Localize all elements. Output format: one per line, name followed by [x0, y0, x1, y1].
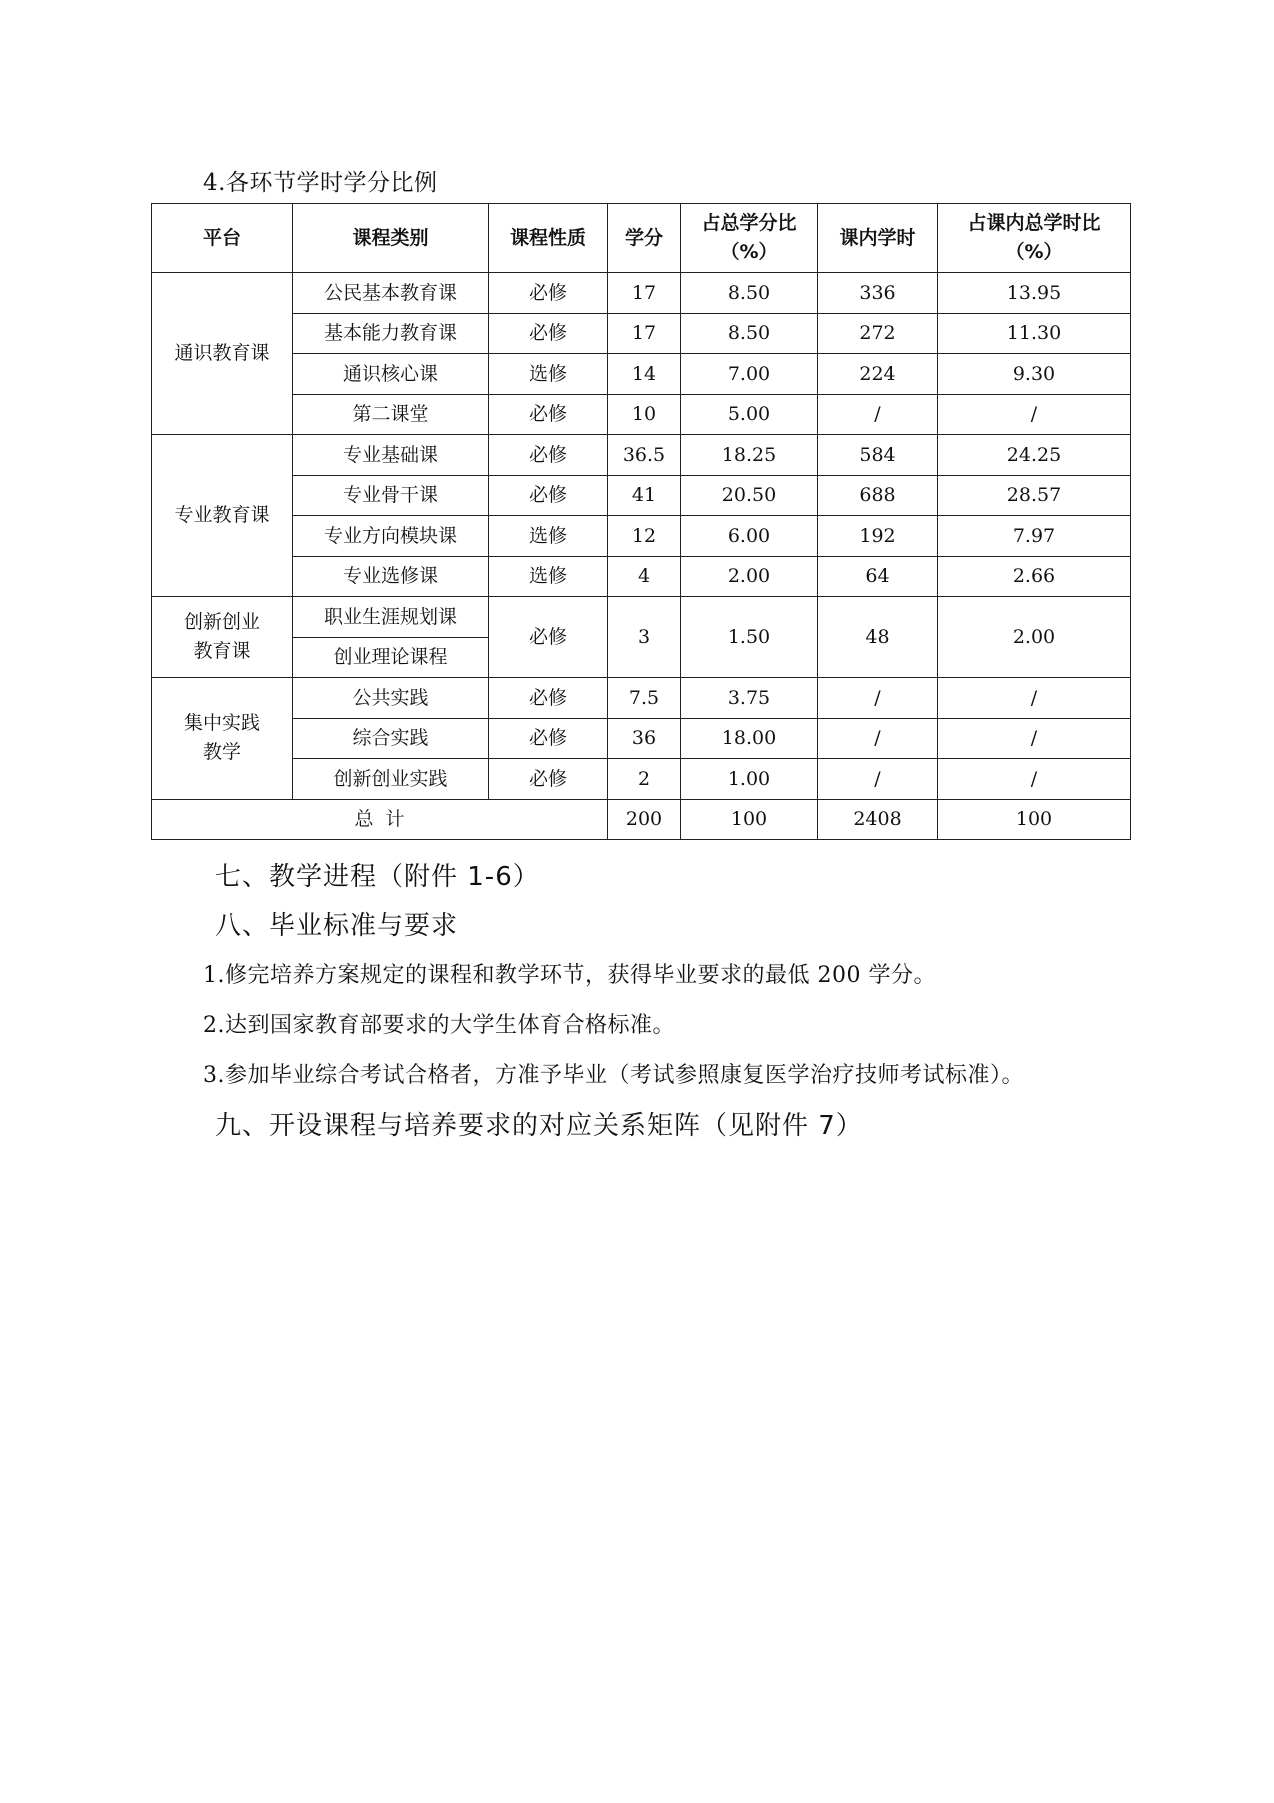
nature-cell: 必修 [489, 475, 608, 516]
nature-cell: 选修 [489, 556, 608, 597]
category-cell: 专业方向模块课 [293, 516, 489, 557]
table-row [152, 313, 1131, 354]
credit-ratio-cell: 18.00 [681, 718, 818, 759]
header-credits: 学分 [608, 204, 681, 273]
nature-cell: 必修 [489, 597, 608, 678]
hour-ratio-cell: 2.66 [938, 556, 1131, 597]
hour-ratio-cell: 7.97 [938, 516, 1131, 557]
hours-cell: 48 [818, 597, 938, 678]
hours-cell: 224 [818, 354, 938, 395]
header-credit-ratio-line2: （%） [720, 241, 778, 263]
table-row [152, 759, 1131, 800]
category-cell: 专业基础课 [293, 435, 489, 476]
credits-cell: 41 [608, 475, 681, 516]
credits-cell: 14 [608, 354, 681, 395]
nature-cell: 选修 [489, 516, 608, 557]
table-row [152, 516, 1131, 557]
category-cell: 创业理论课程 [293, 637, 489, 678]
header-credit-ratio-line1: 占总学分比 [701, 211, 797, 234]
hours-cell: / [818, 394, 938, 435]
credits-cell: 2 [608, 759, 681, 800]
nature-cell: 必修 [489, 759, 608, 800]
table-caption: 4.各环节学时学分比例 [203, 170, 438, 196]
credit-ratio-cell: 8.50 [681, 273, 818, 314]
nature-cell: 必修 [489, 273, 608, 314]
platform-line2: 教育课 [193, 640, 251, 662]
category-cell: 创新创业实践 [293, 759, 489, 800]
hour-ratio-cell: 13.95 [938, 273, 1131, 314]
credits-cell: 10 [608, 394, 681, 435]
platform-line1: 集中实践 [183, 711, 260, 734]
nature-cell: 必修 [489, 313, 608, 354]
credit-ratio-cell: 18.25 [681, 435, 818, 476]
table-row [152, 597, 1131, 638]
credits-cell: 3 [608, 597, 681, 678]
header-platform: 平台 [152, 204, 293, 273]
table-row [152, 678, 1131, 719]
total-label: 总 计 [152, 799, 608, 840]
section-heading-graduation-requirements: 八、毕业标准与要求 [215, 911, 459, 941]
platform-cell [152, 597, 293, 678]
hours-cell: 336 [818, 273, 938, 314]
table-row [152, 475, 1131, 516]
graduation-requirement-item: 1.修完培养方案规定的课程和教学环节，获得毕业要求的最低 200 学分。 [203, 963, 936, 988]
hour-ratio-cell: / [938, 394, 1131, 435]
credit-ratio-cell: 2.00 [681, 556, 818, 597]
platform-cell [152, 678, 293, 800]
hour-ratio-cell: / [938, 718, 1131, 759]
credits-cell: 17 [608, 273, 681, 314]
hours-cell: 584 [818, 435, 938, 476]
category-cell: 第二课堂 [293, 394, 489, 435]
credit-ratio-cell: 5.00 [681, 394, 818, 435]
category-cell: 公共实践 [293, 678, 489, 719]
graduation-requirement-item: 3.参加毕业综合考试合格者，方准予毕业（考试参照康复医学治疗技师考试标准）。 [203, 1063, 1024, 1088]
category-cell: 职业生涯规划课 [293, 597, 489, 638]
total-hour-ratio: 100 [938, 799, 1131, 840]
total-credit-ratio: 100 [681, 799, 818, 840]
credits-cell: 4 [608, 556, 681, 597]
credits-cell: 12 [608, 516, 681, 557]
header-hours: 课内学时 [818, 204, 938, 273]
credit-ratio-cell: 3.75 [681, 678, 818, 719]
table-header-row [152, 204, 1131, 273]
hour-ratio-cell: 9.30 [938, 354, 1131, 395]
credit-ratio-cell: 6.00 [681, 516, 818, 557]
hours-cell: / [818, 718, 938, 759]
table-row [152, 394, 1131, 435]
credits-cell: 36 [608, 718, 681, 759]
header-nature: 课程性质 [489, 204, 608, 273]
category-cell: 公民基本教育课 [293, 273, 489, 314]
header-hour-ratio [938, 204, 1131, 273]
nature-cell: 必修 [489, 718, 608, 759]
table-row [152, 273, 1131, 314]
hour-ratio-cell: / [938, 759, 1131, 800]
category-cell: 专业骨干课 [293, 475, 489, 516]
credit-ratio-cell: 1.00 [681, 759, 818, 800]
category-cell: 专业选修课 [293, 556, 489, 597]
hour-ratio-cell: 2.00 [938, 597, 1131, 678]
header-category: 课程类别 [293, 204, 489, 273]
hour-ratio-cell: 11.30 [938, 313, 1131, 354]
credit-ratio-cell: 7.00 [681, 354, 818, 395]
nature-cell: 必修 [489, 678, 608, 719]
hour-ratio-cell: 24.25 [938, 435, 1131, 476]
nature-cell: 必修 [489, 435, 608, 476]
graduation-requirement-item: 2.达到国家教育部要求的大学生体育合格标准。 [203, 1013, 675, 1038]
credit-ratio-cell: 8.50 [681, 313, 818, 354]
credits-cell: 17 [608, 313, 681, 354]
hours-cell: / [818, 759, 938, 800]
hours-cell: 688 [818, 475, 938, 516]
hours-cell: 272 [818, 313, 938, 354]
platform-line1: 创新创业 [183, 610, 260, 633]
category-cell: 综合实践 [293, 718, 489, 759]
total-row [152, 799, 1131, 840]
platform-cell: 通识教育课 [152, 273, 293, 435]
table-row [152, 556, 1131, 597]
nature-cell: 选修 [489, 354, 608, 395]
credit-ratio-cell: 20.50 [681, 475, 818, 516]
credit-ratio-cell: 1.50 [681, 597, 818, 678]
category-cell: 基本能力教育课 [293, 313, 489, 354]
credit-hour-ratio-table [151, 203, 1131, 840]
total-credits: 200 [608, 799, 681, 840]
table-row [152, 718, 1131, 759]
header-credit-ratio [681, 204, 818, 273]
nature-cell: 必修 [489, 394, 608, 435]
total-hours: 2408 [818, 799, 938, 840]
platform-cell: 专业教育课 [152, 435, 293, 597]
platform-line2: 教学 [202, 741, 241, 764]
credits-cell: 36.5 [608, 435, 681, 476]
header-hour-ratio-line1: 占课内总学时比 [967, 211, 1101, 234]
table-row [152, 435, 1131, 476]
hour-ratio-cell: / [938, 678, 1131, 719]
credits-cell: 7.5 [608, 678, 681, 719]
hour-ratio-cell: 28.57 [938, 475, 1131, 516]
header-hour-ratio-line2: （%） [1005, 241, 1063, 263]
section-heading-course-matrix: 九、开设课程与培养要求的对应关系矩阵（见附件 7） [215, 1111, 863, 1141]
table-row [152, 354, 1131, 395]
hours-cell: 64 [818, 556, 938, 597]
category-cell: 通识核心课 [293, 354, 489, 395]
hours-cell: 192 [818, 516, 938, 557]
section-heading-teaching-schedule: 七、教学进程（附件 1-6） [215, 862, 540, 892]
hours-cell: / [818, 678, 938, 719]
